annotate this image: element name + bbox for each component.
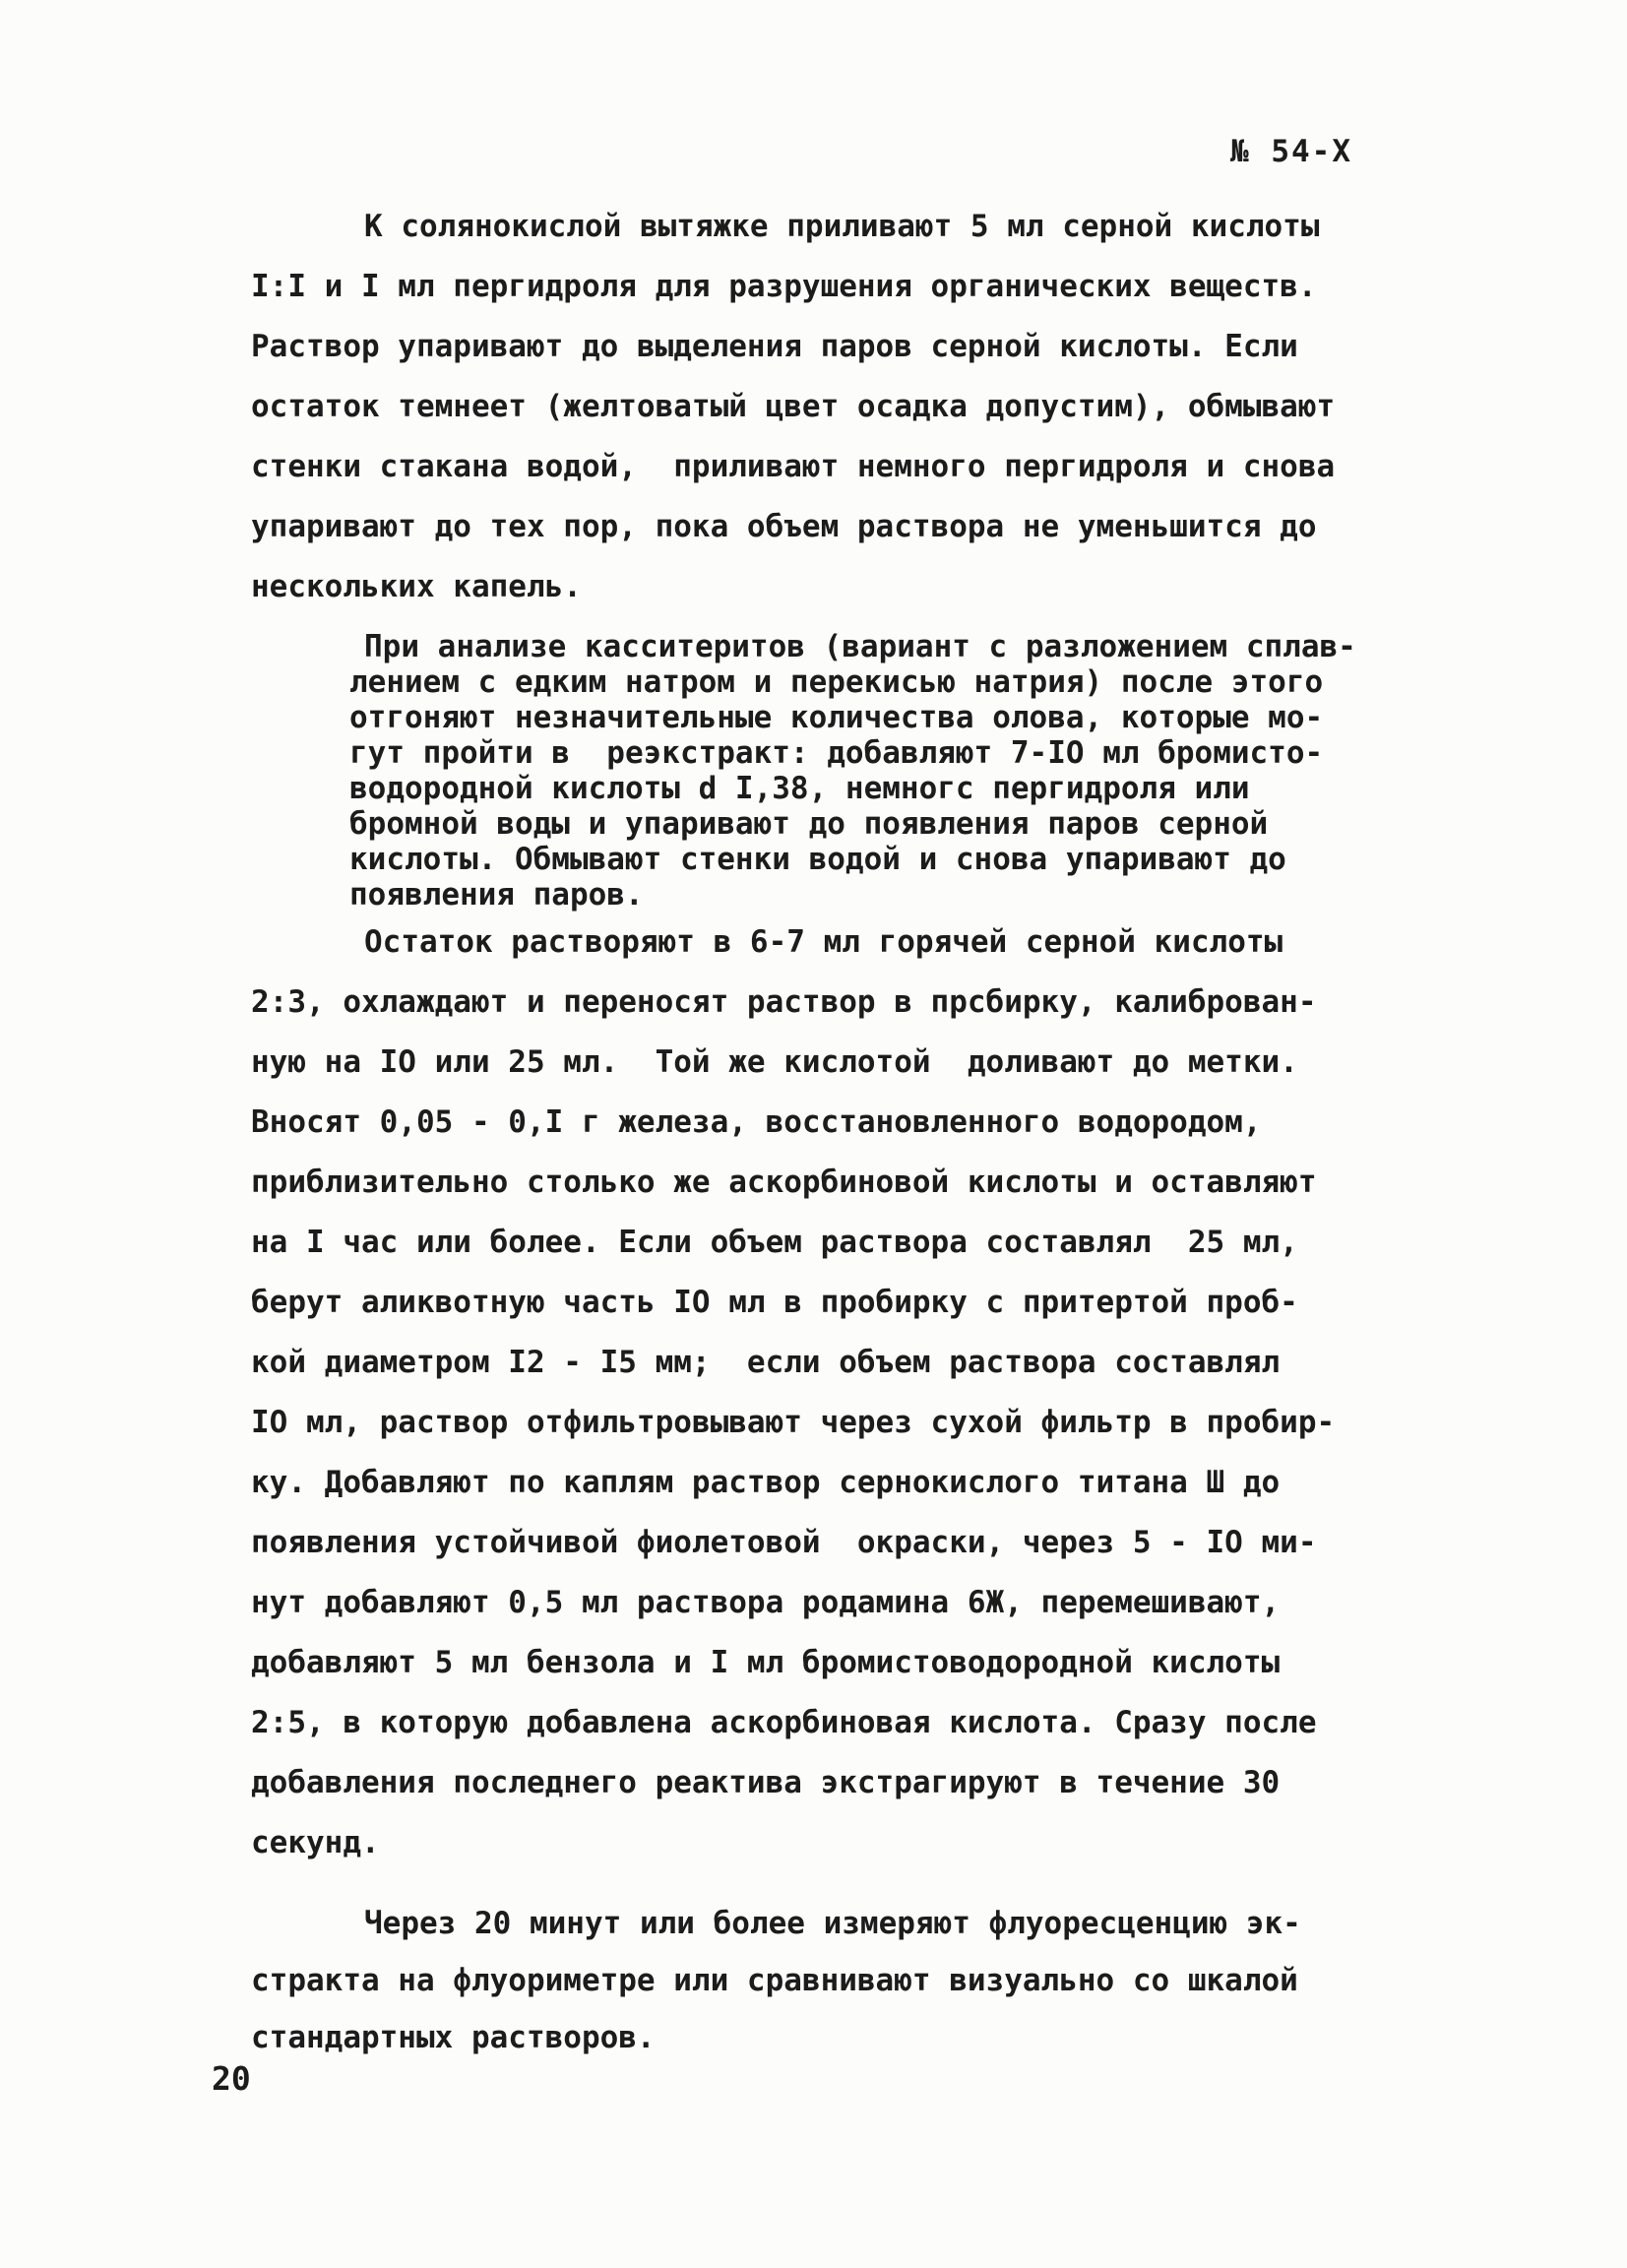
text-line: отгоняют незначительные количества олова, которые мо- xyxy=(349,700,1324,735)
text-line: ную на IO или 25 мл. Той же кислотой доливают до метки. xyxy=(251,1044,1298,1080)
text-line: берут аликвотную часть IO мл в пробирку с притертой проб- xyxy=(251,1285,1298,1320)
text-line: добавления последнего реактива экстрагируют в течение 30 xyxy=(251,1765,1281,1800)
text-line: бромной воды и упаривают до появления паров серной xyxy=(349,806,1269,842)
text-line: При анализе касситеритов (вариант с разложением сплав- xyxy=(364,629,1356,664)
text-line: лением с едким натром и перекисью натрия) после этого xyxy=(349,664,1324,700)
text-line: гут пройти в реэкстракт: добавляют 7-IO мл бромисто- xyxy=(349,735,1324,771)
text-line: стракта на флуориметре или сравнивают визуально со шкалой xyxy=(251,1963,1298,1998)
text-line: водородной кислоты d I,38, немногс пергидроля или xyxy=(349,771,1250,806)
text-line: 2:5, в которую добавлена аскорбиновая кислота. Сразу после xyxy=(251,1705,1317,1740)
text-line: нут добавляют 0,5 мл раствора родамина 6Ж, перемешивают, xyxy=(251,1585,1281,1620)
text-line: стенки стакана водой, приливают немного пергидроля и снова xyxy=(251,449,1336,484)
text-line: Вносят 0,05 - 0,I г железа, восстановленного водородом, xyxy=(251,1104,1262,1140)
paragraph xyxy=(251,913,1412,1873)
text-line: Остаток растворяют в 6-7 мл горячей серной кислоты xyxy=(364,924,1283,960)
text-line: нескольких капель. xyxy=(251,569,582,604)
text-line: приблизительно столько же аскорбиновой кислоты и оставляют xyxy=(251,1165,1317,1200)
text-line: кислоты. Обмывают стенки водой и снова упаривают до xyxy=(349,842,1286,877)
text-line: остаток темнеет (желтоватый цвет осадка допустим), обмывают xyxy=(251,389,1336,424)
text-line: ку. Добавляют по каплям раствор сернокислого титана Ш до xyxy=(251,1465,1281,1500)
text-line: на I час или более. Если объем раствора составлял 25 мл, xyxy=(251,1225,1298,1260)
paragraph xyxy=(251,1895,1412,2066)
text-line: I:I и I мл пергидроля для разрушения органических веществ. xyxy=(251,269,1317,304)
text-line: Через 20 минут или более измеряют флуоресценцию эк- xyxy=(364,1906,1301,1941)
page-number: 20 xyxy=(212,2059,251,2098)
text-line: кой диаметром I2 - I5 мм; если объем раствора составлял xyxy=(251,1345,1281,1380)
text-line: К солянокислой вытяжке приливают 5 мл серной кислоты xyxy=(364,209,1320,244)
text-line: добавляют 5 мл бензола и I мл бромистоводородной кислоты xyxy=(251,1645,1281,1680)
text-line: секунд. xyxy=(251,1825,380,1860)
document-body xyxy=(251,197,1412,2066)
document-number-header: № 54-Х xyxy=(1230,134,1352,169)
paragraph xyxy=(349,629,1412,913)
text-line: стандартных растворов. xyxy=(251,2020,656,2055)
text-line: Раствор упаривают до выделения паров серной кислоты. Если xyxy=(251,329,1298,364)
text-line: появления устойчивой фиолетовой окраски, через 5 - IO ми- xyxy=(251,1525,1317,1560)
text-line: IO мл, раствор отфильтровывают через сухой фильтр в пробир- xyxy=(251,1405,1336,1440)
text-line: упаривают до тех пор, пока объем раствора не уменьшится до xyxy=(251,509,1317,544)
text-line: 2:3, охлаждают и переносят раствор в прсбирку, калиброван- xyxy=(251,984,1317,1020)
paragraph xyxy=(251,197,1412,617)
text-line: появления паров. xyxy=(349,877,644,913)
